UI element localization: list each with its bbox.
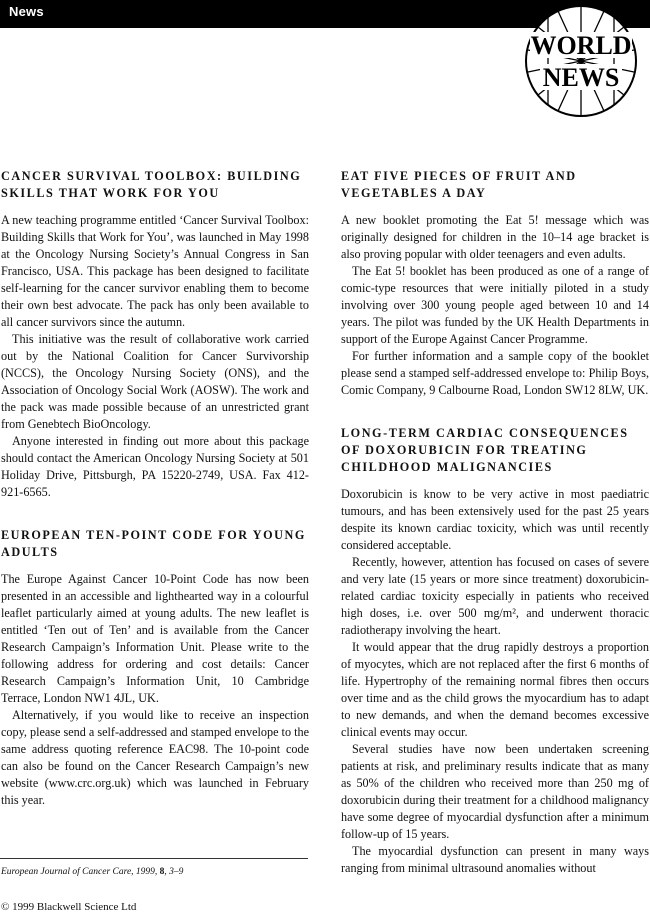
article-title-doxorubicin: LONG-TERM CARDIAC CONSEQUENCES OF DOXORUBICIN FOR TREATING CHILDHOOD MALIGNANCIES	[341, 426, 629, 474]
article-paragraph: This initiative was the result of collaborative work carried out by the National Coalition for Cancer Survivorship (NCCS), the Oncology Nursing Society (ONS), and the Association of Oncology Social Work (AOSW). The work and the pack was made possible because of an unrestricted grant from Genebtech BioOncology.	[1, 332, 309, 431]
journal-year: , 1999,	[131, 867, 160, 877]
article-title-eat-five: EAT FIVE PIECES OF FRUIT AND VEGETABLES A DAY	[341, 169, 577, 200]
article-spacer	[341, 399, 649, 425]
article-paragraph: Doxorubicin is know to be very active in most paediatric tumours, and has been extensively used for the past 25 years despite its known cardiac toxicity, which was until recently considered acceptable.	[341, 487, 649, 552]
left-column	[1, 168, 309, 809]
article-paragraph: The Europe Against Cancer 10-Point Code has now been presented in an accessible and lighthearted way in a colourful leaflet particularly aimed at young adults. The new leaflet is entitled ‘Ten out of Ten’ and is available from the Cancer Research Campaign’s Information Unit. Please write to the following address for ordering and cost details: Cancer Research Campaign’s Information Unit, 10 Cambridge Terrace, London NW1 4JL, UK.	[1, 572, 309, 705]
journal-citation	[1, 867, 183, 877]
article-paragraph: The Eat 5! booklet has been produced as one of a range of comic-type resources that were initially piloted in a study involving over 300 young people aged between 10 and 14 years. The pilot was funded by the UK Health Departments in support of the Europe Against Cancer Programme.	[341, 264, 649, 346]
journal-pages: , 3–9	[164, 867, 184, 877]
article-paragraph: A new teaching programme entitled ‘Cancer Survival Toolbox: Building Skills that Work for You’, was launched in May 1998 at the Oncology Nursing Society’s Annual Congress in San Francisco, USA. This package has been designed to facilitate self-learning for the cancer survivor enabling them to become their own best advocate. The pack has only been available to all cancer survivors since the autumn.	[1, 213, 309, 329]
logo-word-news: NEWS	[542, 63, 620, 92]
right-column	[341, 168, 649, 877]
logo-word-world: WORLD	[530, 31, 632, 60]
article-paragraph: It would appear that the drug rapidly destroys a proportion of myocytes, which are not replaced after the first 6 months of life. Hypertrophy of the remaining normal fibres then occurs over time and as the child grows the myocardium has to adapt to new demands, and when the demand becomes excessive clinical events may occur.	[341, 640, 649, 739]
journal-volume: 8	[159, 867, 165, 877]
article-paragraph: For further information and a sample copy of the booklet please send a stamped self-addressed envelope to: Philip Boys, Comic Company, 9 Calbourne Road, London SW12 8LW, UK.	[341, 349, 649, 397]
article-paragraph: Alternatively, if you would like to receive an inspection copy, please send a self-addressed and stamped envelope to the same address quoting reference EAC98. The 10-point code can also be found on the Cancer Research Campaign’s new website (www.crc.org.uk) which was launched in February this year.	[1, 708, 309, 807]
footer-divider	[0, 858, 308, 859]
journal-name: European Journal of Cancer Care	[1, 867, 132, 877]
article-paragraph: Recently, however, attention has focused on cases of severe and very late (15 years or more since treatment) doxorubicin-related cardiac toxicity especially in patients who received high doses, i.e. over 500 mg/m², and underwent thoracic radiotherapy involving the heart.	[341, 555, 649, 637]
article-paragraph: A new booklet promoting the Eat 5! message which was originally designed for children in the 10–14 age bracket is also proving popular with older teenagers and even adults.	[341, 213, 649, 261]
article-paragraph: The myocardial dysfunction can present in many ways ranging from minimal ultrasound anomalies without	[341, 844, 649, 875]
copyright: © 1999 Blackwell Science Ltd	[1, 901, 137, 913]
section-label: News	[9, 4, 44, 19]
article-spacer	[1, 501, 309, 527]
article-title-cancer-survival-toolbox: CANCER SURVIVAL TOOLBOX: BUILDING SKILLS THAT WORK FOR YOU	[1, 169, 302, 200]
world-news-logo	[518, 2, 644, 120]
article-paragraph: Several studies have now been undertaken screening patients at risk, and preliminary results indicate that as many as 50% of the children who received more than 250 mg of doxorubicin during their treatment for a childhood malignancy have some degree of myocardial dysfunction after a minimum follow-up of 15 years.	[341, 742, 649, 841]
article-paragraph: Anyone interested in finding out more about this package should contact the American Oncology Nursing Society at 501 Holiday Drive, Pittsburgh, PA 15220-2749, USA. Fax 412-921-6565.	[1, 434, 309, 499]
article-title-european-ten-point-code: EUROPEAN TEN-POINT CODE FOR YOUNG ADULTS	[1, 528, 306, 559]
